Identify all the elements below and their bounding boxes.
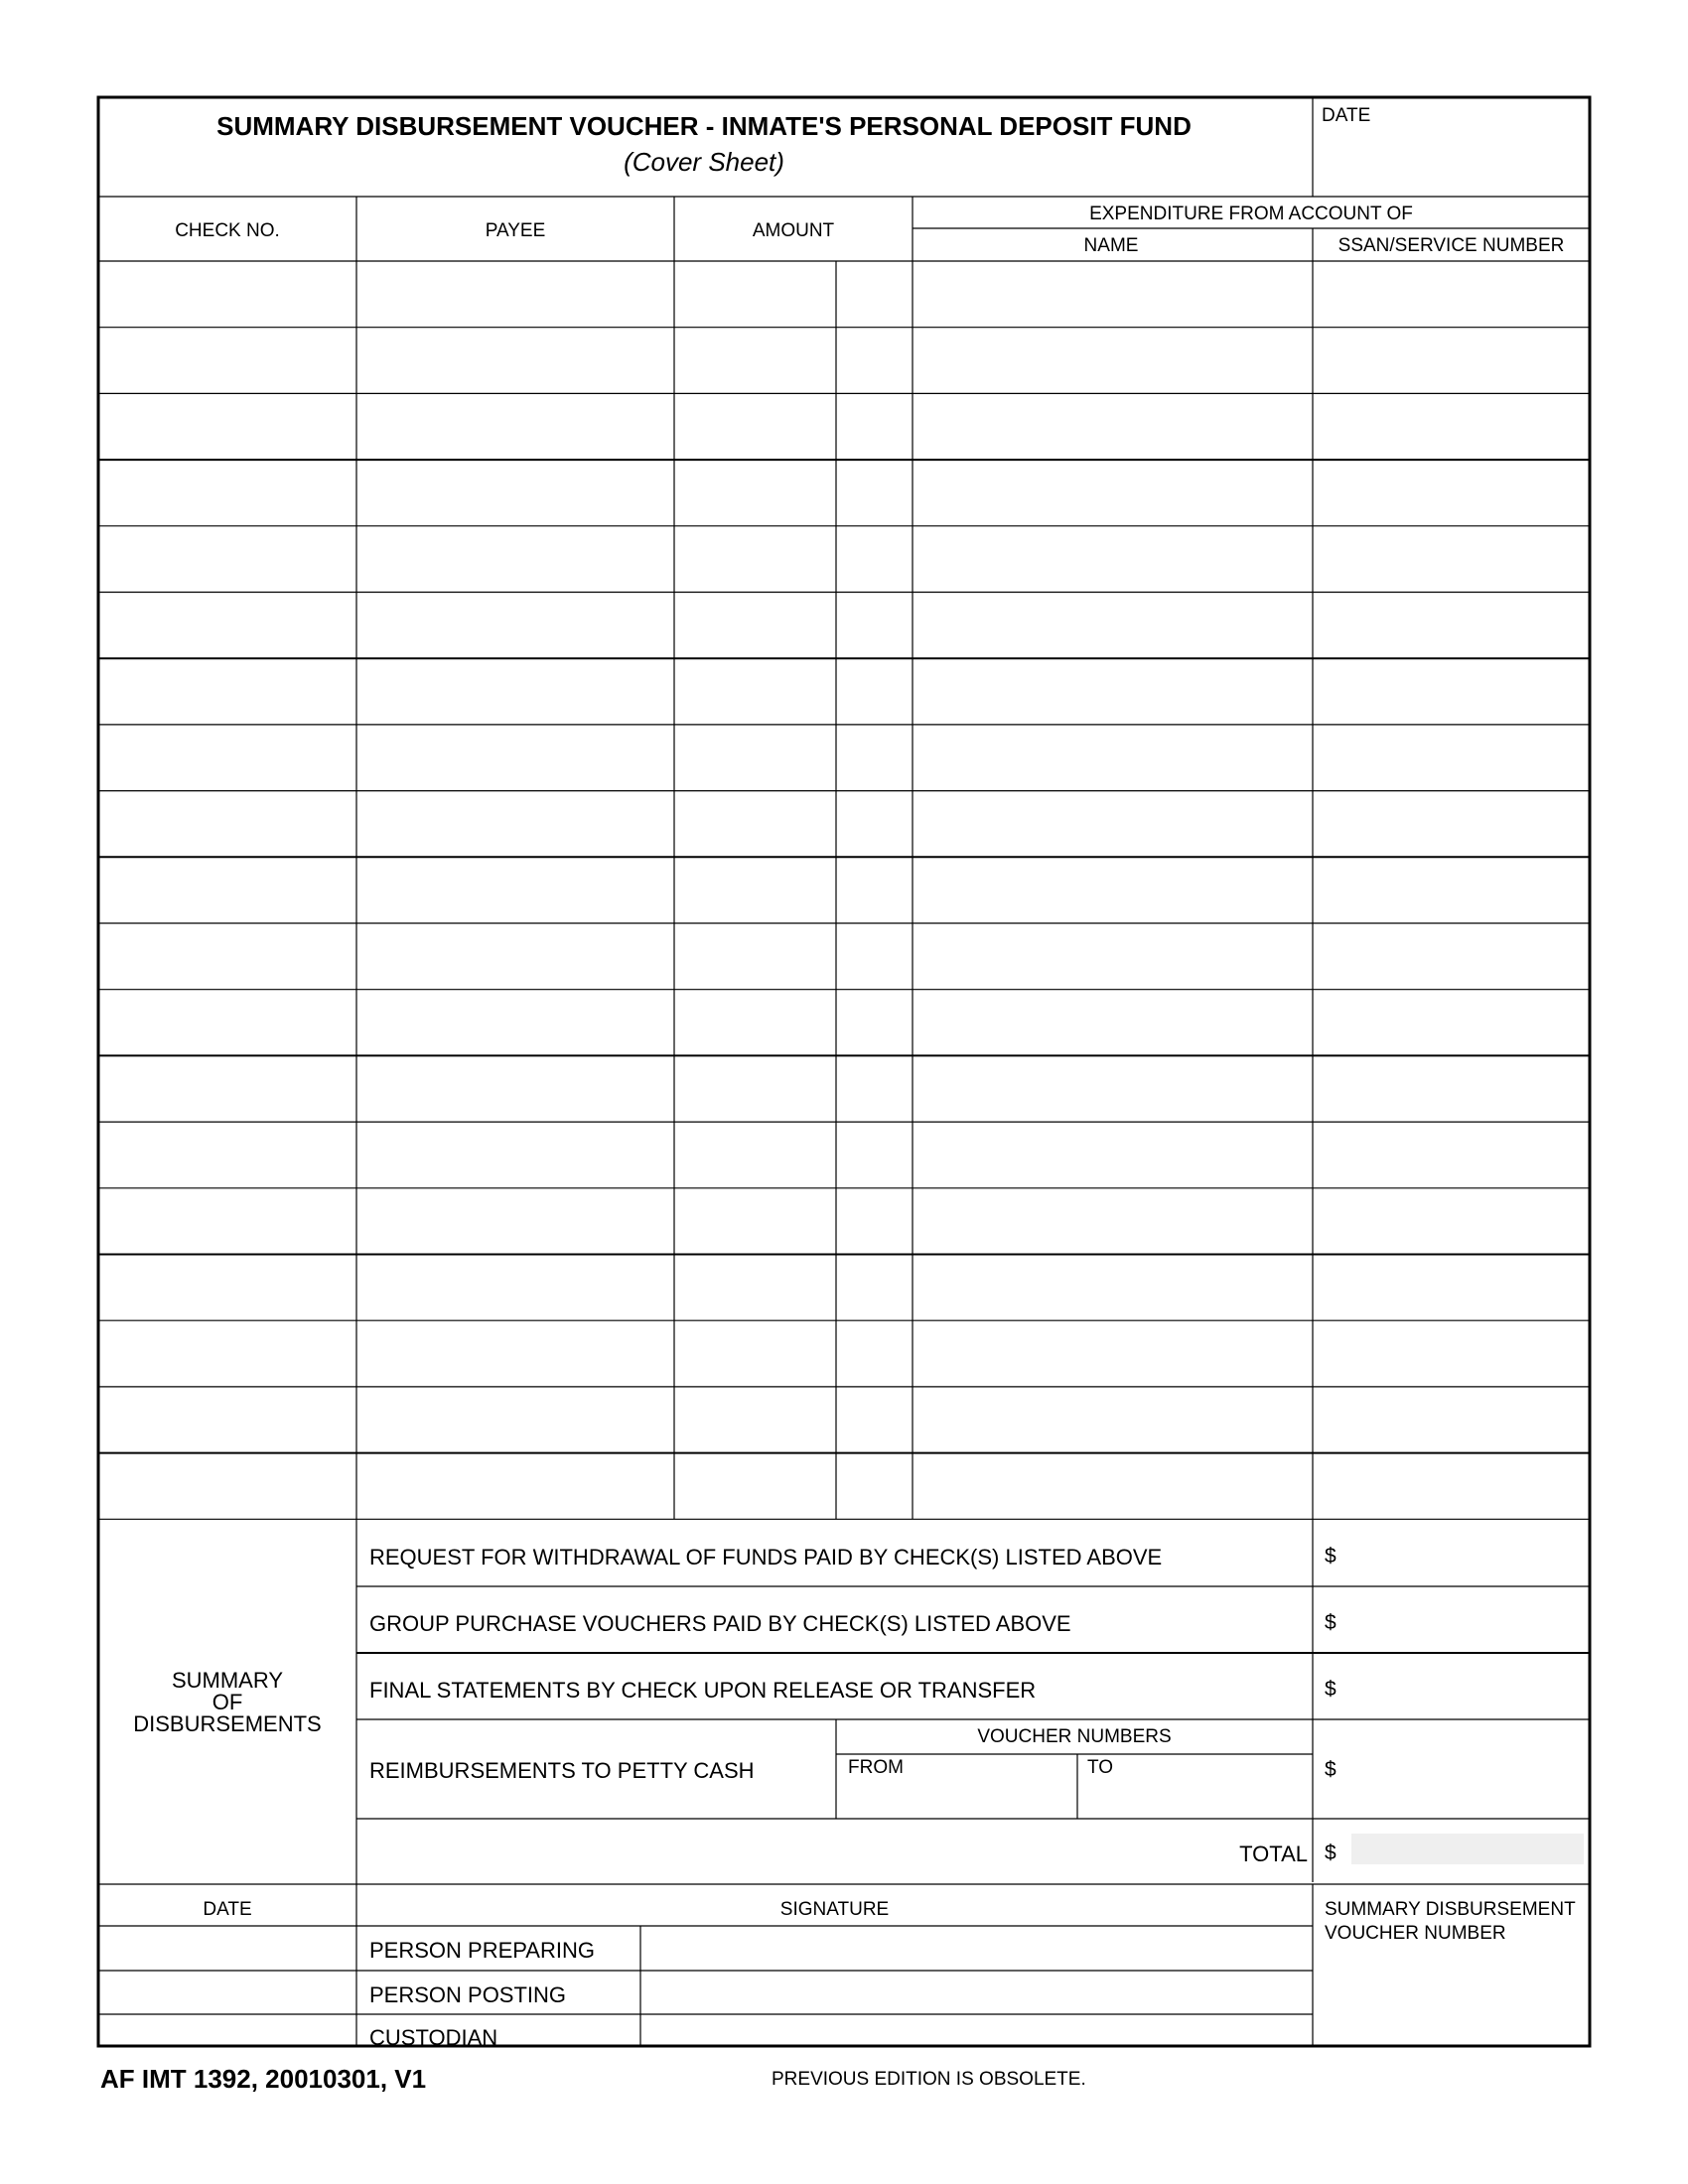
- request-withdrawal-label: REQUEST FOR WITHDRAWAL OF FUNDS PAID BY CHECK(S) LISTED ABOVE: [369, 1545, 1163, 1570]
- amount-dollars-cell[interactable]: [676, 395, 834, 457]
- check-no-cell[interactable]: [100, 660, 354, 722]
- amount-dollars-cell[interactable]: [676, 1322, 834, 1384]
- amount-dollars-cell[interactable]: [676, 263, 834, 325]
- ssan-cell[interactable]: [1315, 595, 1588, 656]
- amount-dollars-cell[interactable]: [676, 1389, 834, 1450]
- amount-cents-cell[interactable]: [838, 793, 911, 855]
- check-no-cell[interactable]: [100, 1057, 354, 1119]
- amount-cents-cell[interactable]: [838, 1389, 911, 1450]
- name-cell[interactable]: [914, 1124, 1311, 1185]
- amount-cents-cell[interactable]: [838, 595, 911, 656]
- amount-cents-cell[interactable]: [838, 1455, 911, 1517]
- name-cell[interactable]: [914, 462, 1311, 523]
- custodian-date-field[interactable]: [100, 2015, 354, 2044]
- amount-cents-cell[interactable]: [838, 992, 911, 1053]
- dollar-sign: $: [1325, 1678, 1336, 1701]
- header-payee: PAYEE: [485, 220, 546, 241]
- name-cell[interactable]: [914, 1455, 1311, 1517]
- custodian-label: CUSTODIAN: [369, 2025, 498, 2050]
- check-no-cell[interactable]: [100, 727, 354, 788]
- payee-cell[interactable]: [358, 395, 672, 457]
- person-preparing-label: PERSON PREPARING: [369, 1938, 595, 1963]
- check-no-cell[interactable]: [100, 925, 354, 987]
- ssan-cell[interactable]: [1315, 727, 1588, 788]
- summary-label-1: SUMMARY: [171, 1668, 284, 1693]
- payee-cell[interactable]: [358, 1190, 672, 1252]
- amount-dollars-cell[interactable]: [676, 925, 834, 987]
- payee-cell[interactable]: [358, 925, 672, 987]
- payee-cell[interactable]: [358, 1389, 672, 1450]
- check-no-cell[interactable]: [100, 1124, 354, 1185]
- amount-cents-cell[interactable]: [838, 1057, 911, 1119]
- check-no-cell[interactable]: [100, 992, 354, 1053]
- check-no-cell[interactable]: [100, 1190, 354, 1252]
- amount-dollars-cell[interactable]: [676, 992, 834, 1053]
- final-statements-label: FINAL STATEMENTS BY CHECK UPON RELEASE OR TRANSFER: [369, 1678, 1037, 1703]
- voucher-number-label-2: VOUCHER NUMBER: [1325, 1923, 1506, 1944]
- check-no-cell[interactable]: [100, 1455, 354, 1517]
- header-amount: AMOUNT: [752, 220, 835, 241]
- amount-cents-cell[interactable]: [838, 528, 911, 590]
- ssan-cell[interactable]: [1315, 793, 1588, 855]
- check-no-cell[interactable]: [100, 462, 354, 523]
- form-id: AF IMT 1392, 20010301, V1: [100, 2064, 427, 2094]
- amount-cents-cell[interactable]: [838, 1257, 911, 1318]
- total-label: TOTAL: [1239, 1842, 1308, 1866]
- amount-dollars-cell[interactable]: [676, 330, 834, 391]
- amount-dollars-cell[interactable]: [676, 528, 834, 590]
- amount-cents-cell[interactable]: [838, 859, 911, 920]
- payee-cell[interactable]: [358, 660, 672, 722]
- sig-date-header: DATE: [203, 1899, 252, 1920]
- total-amount-field[interactable]: [1351, 1834, 1584, 1864]
- summary-label-3: DISBURSEMENTS: [133, 1711, 322, 1736]
- amount-dollars-cell[interactable]: [676, 1057, 834, 1119]
- ssan-cell[interactable]: [1315, 859, 1588, 920]
- request-withdrawal-amount[interactable]: [1340, 1522, 1587, 1583]
- payee-cell[interactable]: [358, 1057, 672, 1119]
- ssan-cell[interactable]: [1315, 528, 1588, 590]
- ssan-cell[interactable]: [1315, 1389, 1588, 1450]
- payee-cell[interactable]: [358, 793, 672, 855]
- group-purchase-amount[interactable]: [1340, 1588, 1587, 1650]
- amount-dollars-cell[interactable]: [676, 1257, 834, 1318]
- payee-cell[interactable]: [358, 462, 672, 523]
- amount-cents-cell[interactable]: [838, 462, 911, 523]
- amount-dollars-cell[interactable]: [676, 1124, 834, 1185]
- payee-cell[interactable]: [358, 1124, 672, 1185]
- date-field[interactable]: [1313, 129, 1587, 193]
- name-cell[interactable]: [914, 793, 1311, 855]
- check-no-cell[interactable]: [100, 793, 354, 855]
- form-subtitle: (Cover Sheet): [624, 147, 784, 177]
- dollar-sign: $: [1325, 1611, 1336, 1634]
- custodian-signature-field[interactable]: [640, 2015, 1310, 2044]
- ssan-cell[interactable]: [1315, 925, 1588, 987]
- ssan-cell[interactable]: [1315, 992, 1588, 1053]
- posting-signature-field[interactable]: [640, 1972, 1310, 2013]
- signature-header: SIGNATURE: [779, 1899, 890, 1920]
- ssan-cell[interactable]: [1315, 1257, 1588, 1318]
- payee-cell[interactable]: [358, 1257, 672, 1318]
- check-no-cell[interactable]: [100, 859, 354, 920]
- name-cell[interactable]: [914, 859, 1311, 920]
- ssan-cell[interactable]: [1315, 1057, 1588, 1119]
- payee-cell[interactable]: [358, 528, 672, 590]
- name-cell[interactable]: [914, 1389, 1311, 1450]
- payee-cell[interactable]: [358, 330, 672, 391]
- ssan-cell[interactable]: [1315, 1455, 1588, 1517]
- check-no-cell[interactable]: [100, 395, 354, 457]
- header-expenditure: EXPENDITURE FROM ACCOUNT OF: [1089, 204, 1413, 224]
- payee-cell[interactable]: [358, 727, 672, 788]
- payee-cell[interactable]: [358, 859, 672, 920]
- amount-cents-cell[interactable]: [838, 330, 911, 391]
- ssan-cell[interactable]: [1315, 1322, 1588, 1384]
- amount-dollars-cell[interactable]: [676, 727, 834, 788]
- amount-dollars-cell[interactable]: [676, 1190, 834, 1252]
- ssan-cell[interactable]: [1315, 1124, 1588, 1185]
- voucher-from-label: FROM: [848, 1757, 904, 1778]
- amount-dollars-cell[interactable]: [676, 462, 834, 523]
- amount-dollars-cell[interactable]: [676, 859, 834, 920]
- preparing-signature-field[interactable]: [640, 1928, 1310, 1970]
- voucher-numbers-label: VOUCHER NUMBERS: [977, 1726, 1172, 1747]
- amount-cents-cell[interactable]: [838, 395, 911, 457]
- amount-cents-cell[interactable]: [838, 1124, 911, 1185]
- amount-cents-cell[interactable]: [838, 263, 911, 325]
- payee-cell[interactable]: [358, 263, 672, 325]
- dollar-sign: $: [1325, 1842, 1336, 1864]
- dollar-sign: $: [1325, 1545, 1336, 1568]
- check-no-cell[interactable]: [100, 1389, 354, 1450]
- name-cell[interactable]: [914, 925, 1311, 987]
- name-cell[interactable]: [914, 263, 1311, 325]
- reimbursements-amount[interactable]: [1340, 1721, 1587, 1817]
- name-cell[interactable]: [914, 330, 1311, 391]
- name-cell[interactable]: [914, 727, 1311, 788]
- date-label: DATE: [1322, 105, 1371, 126]
- payee-cell[interactable]: [358, 992, 672, 1053]
- preparing-date-field[interactable]: [100, 1928, 354, 1970]
- name-cell[interactable]: [914, 1057, 1311, 1119]
- payee-cell[interactable]: [358, 1455, 672, 1517]
- ssan-cell[interactable]: [1315, 1190, 1588, 1252]
- ssan-cell[interactable]: [1315, 660, 1588, 722]
- name-cell[interactable]: [914, 992, 1311, 1053]
- amount-cents-cell[interactable]: [838, 660, 911, 722]
- amount-dollars-cell[interactable]: [676, 595, 834, 656]
- check-no-cell[interactable]: [100, 595, 354, 656]
- ssan-cell[interactable]: [1315, 462, 1588, 523]
- name-cell[interactable]: [914, 395, 1311, 457]
- group-purchase-label: GROUP PURCHASE VOUCHERS PAID BY CHECK(S) LISTED ABOVE: [369, 1611, 1071, 1636]
- person-posting-label: PERSON POSTING: [369, 1982, 567, 2007]
- ssan-cell[interactable]: [1315, 395, 1588, 457]
- name-cell[interactable]: [914, 528, 1311, 590]
- check-no-cell[interactable]: [100, 528, 354, 590]
- name-cell[interactable]: [914, 1322, 1311, 1384]
- name-cell[interactable]: [914, 660, 1311, 722]
- check-no-cell[interactable]: [100, 330, 354, 391]
- name-cell[interactable]: [914, 1257, 1311, 1318]
- form-title: SUMMARY DISBURSEMENT VOUCHER - INMATE'S PERSONAL DEPOSIT FUND: [216, 111, 1192, 141]
- name-cell[interactable]: [914, 1190, 1311, 1252]
- summary-label-2: OF: [211, 1690, 243, 1714]
- obsolete-notice: PREVIOUS EDITION IS OBSOLETE.: [772, 2069, 1086, 2090]
- final-statements-amount[interactable]: [1340, 1655, 1587, 1716]
- header-check-no: CHECK NO.: [175, 220, 280, 241]
- voucher-to-label: TO: [1087, 1757, 1114, 1778]
- voucher-to-field[interactable]: [1079, 1782, 1309, 1817]
- payee-cell[interactable]: [358, 595, 672, 656]
- check-no-cell[interactable]: [100, 1322, 354, 1384]
- header-ssan: SSAN/SERVICE NUMBER: [1337, 235, 1565, 256]
- amount-dollars-cell[interactable]: [676, 793, 834, 855]
- amount-cents-cell[interactable]: [838, 925, 911, 987]
- name-cell[interactable]: [914, 595, 1311, 656]
- dollar-sign: $: [1325, 1758, 1336, 1781]
- amount-dollars-cell[interactable]: [676, 1455, 834, 1517]
- voucher-number-label-1: SUMMARY DISBURSEMENT: [1325, 1899, 1576, 1920]
- check-no-cell[interactable]: [100, 263, 354, 325]
- payee-cell[interactable]: [358, 1322, 672, 1384]
- ssan-cell[interactable]: [1315, 263, 1588, 325]
- amount-dollars-cell[interactable]: [676, 660, 834, 722]
- ssan-cell[interactable]: [1315, 330, 1588, 391]
- check-no-cell[interactable]: [100, 1257, 354, 1318]
- posting-date-field[interactable]: [100, 1972, 354, 2013]
- voucher-from-field[interactable]: [839, 1782, 1075, 1817]
- amount-cents-cell[interactable]: [838, 1190, 911, 1252]
- amount-cents-cell[interactable]: [838, 727, 911, 788]
- voucher-number-field[interactable]: [1313, 1946, 1587, 2044]
- reimbursements-label: REIMBURSEMENTS TO PETTY CASH: [369, 1758, 755, 1783]
- amount-cents-cell[interactable]: [838, 1322, 911, 1384]
- header-name: NAME: [1083, 235, 1139, 256]
